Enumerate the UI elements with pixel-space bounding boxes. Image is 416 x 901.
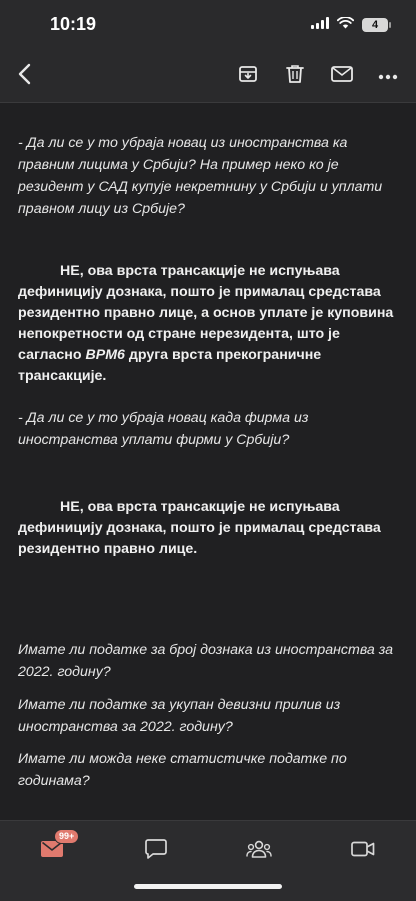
more-button[interactable] xyxy=(372,60,404,92)
battery-icon: 4 xyxy=(362,18,388,32)
question-5: Имате ли можда неке статистичке податке по годинама? xyxy=(18,751,347,789)
answer-1-text-end: друга врста прекограничне трансакције. xyxy=(18,347,322,384)
tab-meet[interactable] xyxy=(343,833,383,869)
trash-icon xyxy=(286,64,304,89)
answer-1-text: НЕ, ова врста трансакције не испуњава дефиницију дознака, пошто је прималац средстава резидентно правно лице, а основ уплате је куповина непокретности од стране нерезидента, што је сагласно xyxy=(18,263,394,363)
mail-icon xyxy=(331,66,353,87)
more-icon xyxy=(378,67,398,85)
delete-button[interactable] xyxy=(279,60,311,92)
answer-2-text: НЕ, ова врста трансакције не испуњава дефиницију дознака, пошто је прималац средстава резидентно правно лице. xyxy=(18,499,381,557)
back-button[interactable] xyxy=(8,60,40,92)
home-indicator xyxy=(134,884,282,889)
tab-chat[interactable] xyxy=(136,833,176,869)
tab-mail[interactable] xyxy=(32,831,75,869)
status-icons xyxy=(311,16,388,34)
cellular-signal-icon xyxy=(311,16,329,34)
video-camera-icon xyxy=(351,841,375,862)
archive-button[interactable] xyxy=(232,60,264,92)
answer-1 xyxy=(18,261,402,387)
tab-spaces[interactable] xyxy=(239,833,279,869)
mark-unread-button[interactable] xyxy=(326,60,358,92)
question-3: Имате ли податке за број дознака из иностранства за 2022. годину? xyxy=(18,642,394,680)
status-time: 10:19 xyxy=(50,14,97,34)
wifi-icon xyxy=(337,16,354,34)
question-2: - Да ли се у то убраја новац када фирма из иностранства уплати фирми у Србији? xyxy=(18,410,309,448)
message-toolbar xyxy=(0,50,416,103)
status-bar xyxy=(0,0,416,50)
question-4: Имате ли податке за укупан девизни прилив из иностранства за 2022. годину? xyxy=(18,697,341,735)
people-icon xyxy=(246,839,272,864)
archive-icon xyxy=(238,64,258,89)
unread-count-badge: 99+ xyxy=(54,829,79,844)
answer-2 xyxy=(18,497,402,560)
question-1: - Да ли се у то убраја новац из иностранства ка правним лицима у Србији? На пример неко ко је резидент у САД купује некретнину у Србији и уплати правном лицу из Србије? xyxy=(18,135,383,217)
answer-1-emphasis: ВРМ6 xyxy=(85,347,125,363)
chat-icon xyxy=(145,839,167,864)
back-icon xyxy=(17,63,31,90)
email-body xyxy=(0,103,416,820)
